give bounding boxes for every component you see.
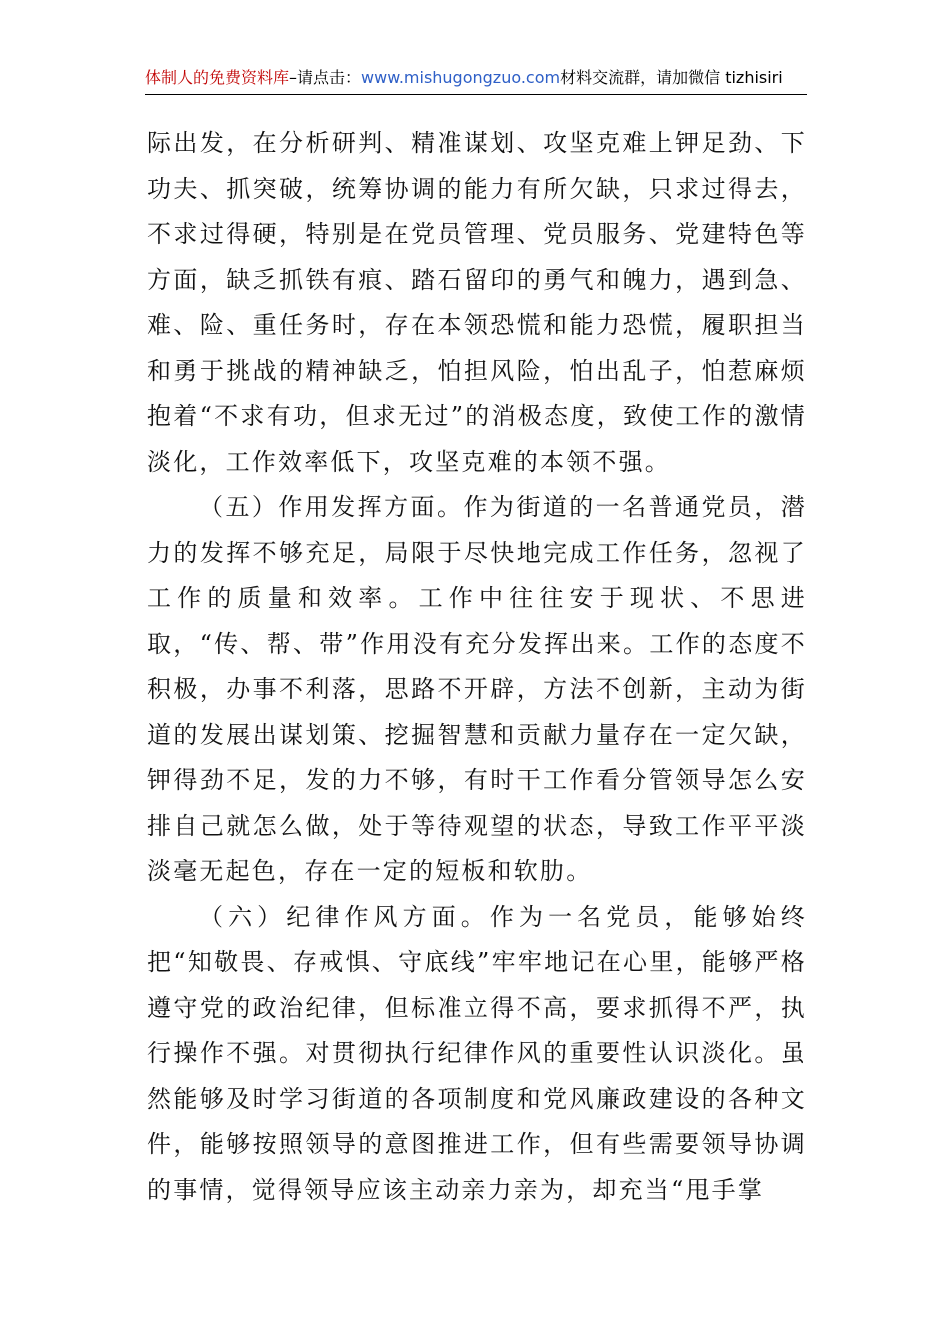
page-header <box>145 62 807 95</box>
paragraph-discipline: （六）纪律作风方面。作为一名党员，能够始终把“知敬畏、存戒惧、守底线”牢牢地记在心里，能够严格遵守党的政治纪律，但标准立得不高，要求抓得不严，执行操作不强。对贯彻执行纪律作风的重要性认识淡化。虽然能够及时学习街道的各项制度和党风廉政建设的各种文件，能够按照领导的意图推进工作，但有些需要领导协调的事情，觉得领导应该主动亲力亲为，却充当“甩手掌 <box>147 902 807 1204</box>
document-body <box>147 121 807 1213</box>
header-prompt: –请点击： <box>289 68 362 87</box>
header-brand: 体制人的免费资料库 <box>145 68 290 87</box>
paragraph-continued: 际出发，在分析研判、精准谋划、攻坚克难上钾足劲、下功夫、抓突破，统筹协调的能力有所欠缺，只求过得去，不求过得硬，特别是在党员管理、党员服务、党建特色等方面，缺乏抓铁有痕、踏石留印的勇气和魄力，遇到急、难、险、重任务时，存在本领恐慌和能力恐慌，履职担当和勇于挑战的精神缺乏，怕担风险，怕出乱子，怕惹麻烦抱着“不求有功，但求无过”的消极态度，致使工作的激情淡化，工作效率低下，攻坚克难的本领不强。 <box>147 129 807 476</box>
header-tail: 材料交流群，请加微信 tizhisiri <box>560 68 783 87</box>
paragraph-role-performance: （五）作用发挥方面。作为街道的一名普通党员，潜力的发挥不够充足，局限于尽快地完成工作任务，忽视了工作的质量和效率。工作中往往安于现状、不思进取，“传、帮、带”作用没有充分发挥出来。工作的态度不积极，办事不利落，思路不开辟，方法不创新，主动为街道的发展出谋划策、挖掘智慧和贡献力量存在一定欠缺，钾得劲不足，发的力不够，有时干工作看分管领导怎么安排自己就怎么做，处于等待观望的状态，导致工作平平淡淡毫无起色，存在一定的短板和软肋。 <box>147 493 807 885</box>
header-link[interactable]: www.mishugongzuo.com <box>361 68 561 87</box>
